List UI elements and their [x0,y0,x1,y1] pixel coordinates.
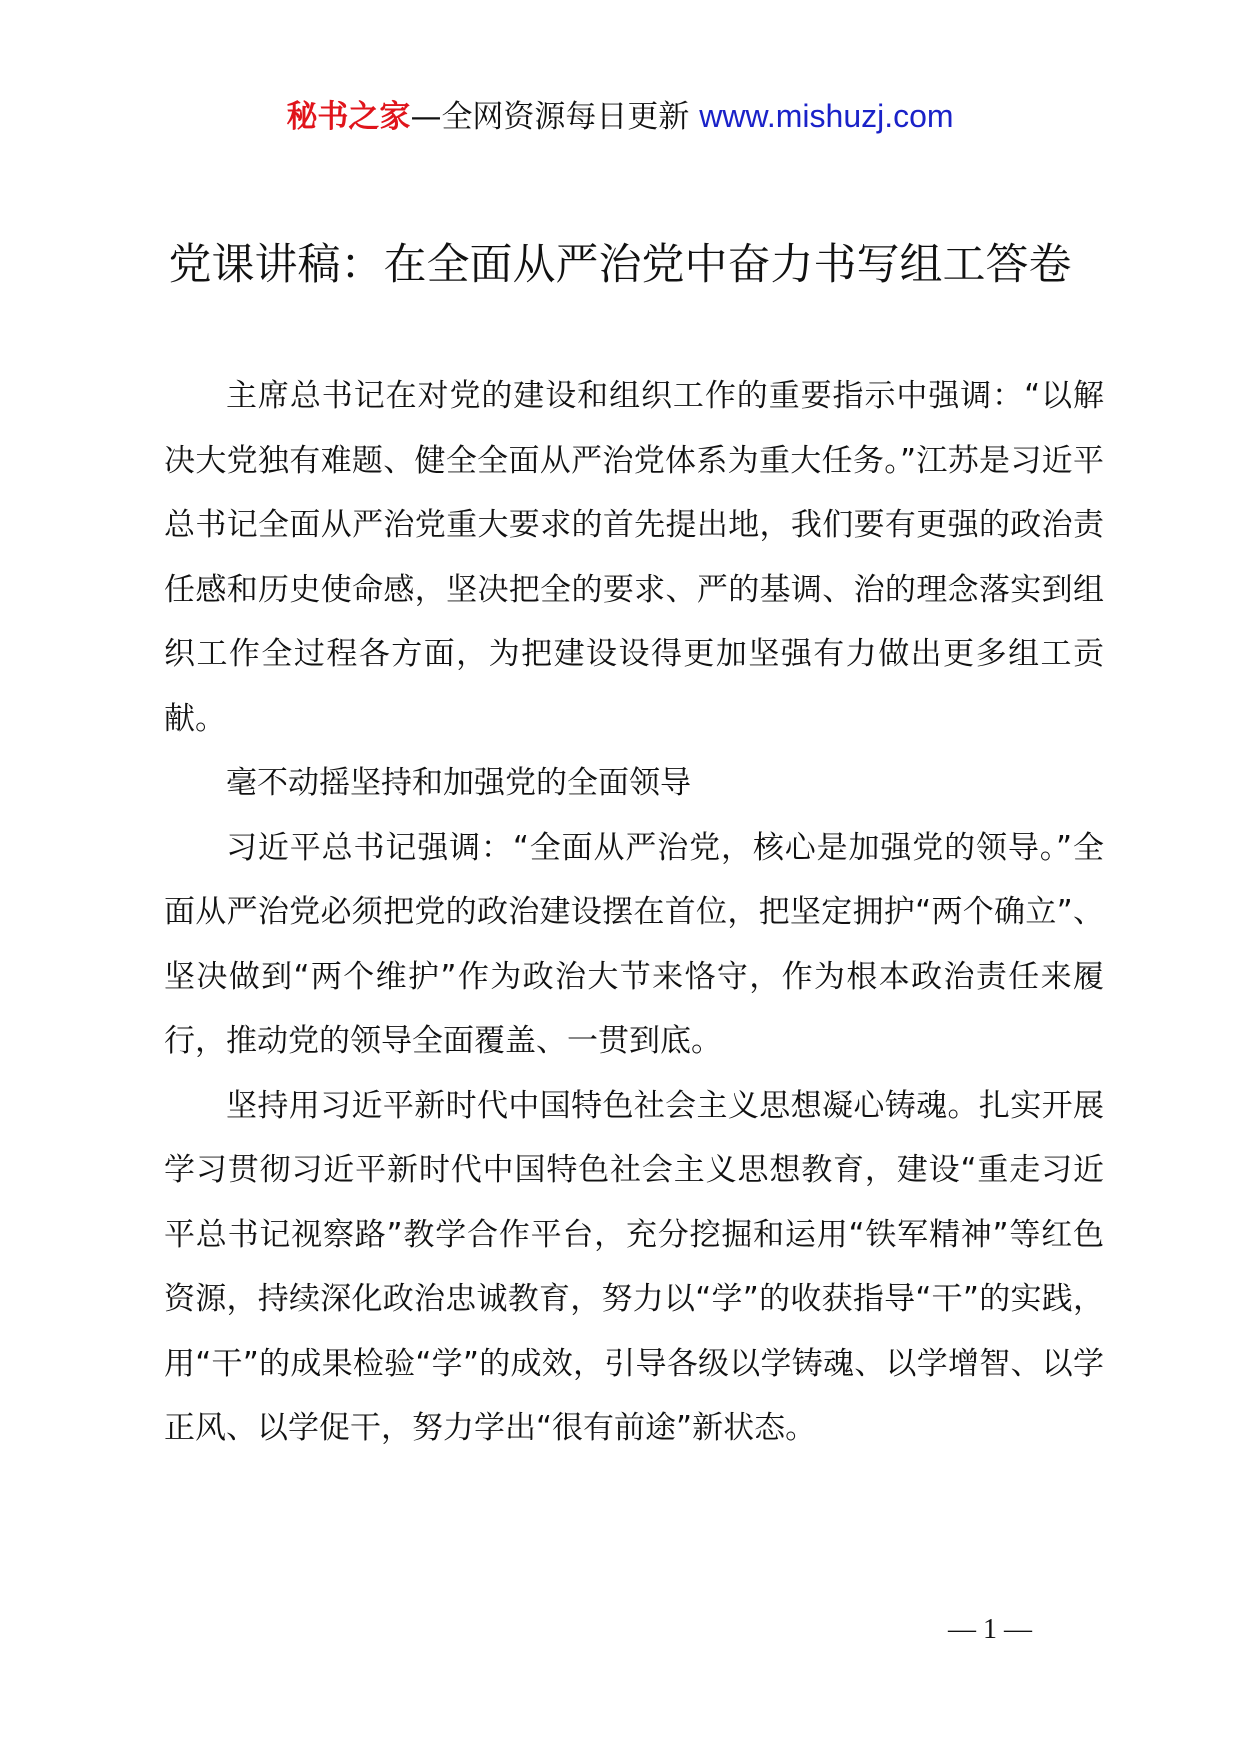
site-url-link[interactable]: www.mishuzj.com [699,98,954,134]
site-banner [0,96,1240,137]
paragraph-intro: 主席总书记在对党的建设和组织工作的重要指示中强调：“以解决大党独有难题、健全全面从严治党体系为重大任务。”江苏是习近平总书记全面从严治党重大要求的首先提出地，我们要有更强的政治责任感和历史使命感，坚决把全的要求、严的基调、治的理念落实到组织工作全过程各方面，为把建设设得更加坚强有力做出更多组工贡献。 [164,378,1104,737]
document-body [164,364,1104,1461]
site-brand: 秘书之家 [286,99,411,135]
paragraph-thought: 坚持用习近平新时代中国特色社会主义思想凝心铸魂。扎实开展学习贯彻习近平新时代中国特色社会主义思想教育，建设“重走习近平总书记视察路”教学合作平台，充分挖掘和运用“铁军精神”等红色资源，持续深化政治忠诚教育，努力以“学”的收获指导“干”的实践，用“干”的成果检验“学”的成效，引导各级以学铸魂、以学增智、以学正风、以学促干，努力学出“很有前途”新状态。 [164,1087,1104,1446]
paragraph-leadership: 习近平总书记强调：“全面从严治党，核心是加强党的领导。”全面从严治党必须把党的政治建设摆在首位，把坚定拥护“两个确立”、坚决做到“两个维护”作为政治大节来恪守，作为根本政治责任来履行，推动党的领导全面覆盖、一贯到底。 [164,829,1104,1059]
page-number: — 1 — [948,1614,1032,1645]
document-title: 党课讲稿：在全面从严治党中奋力书写组工答卷 [168,240,1072,290]
section-heading: 毫不动摇坚持和加强党的全面领导 [226,765,691,801]
site-tagline: —全网资源每日更新 [410,99,700,135]
